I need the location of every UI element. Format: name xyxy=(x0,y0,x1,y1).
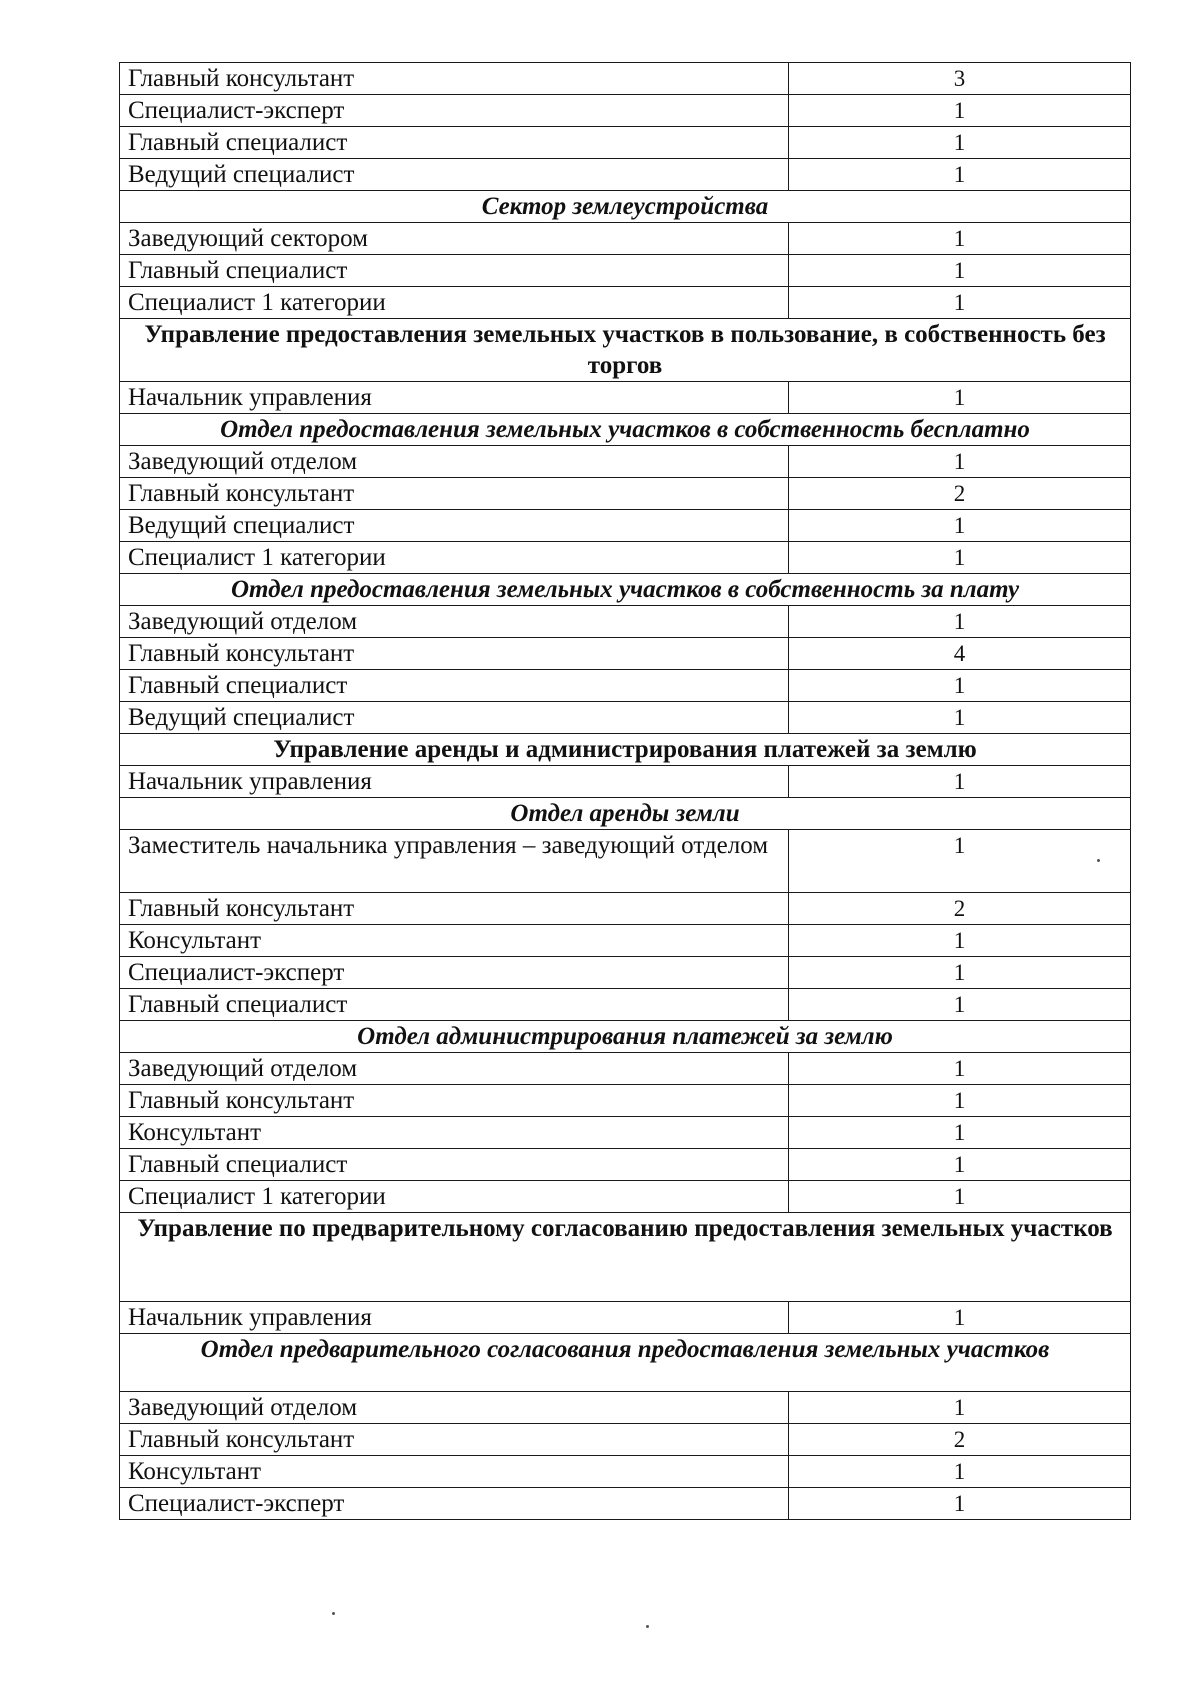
count-cell: 1 xyxy=(789,1456,1131,1488)
department-title: Отдел аренды земли xyxy=(120,798,1131,830)
position-cell: Главный консультант xyxy=(120,478,789,510)
position-cell: Консультант xyxy=(120,925,789,957)
table-row xyxy=(120,1053,1131,1085)
table-row xyxy=(120,255,1131,287)
table-row xyxy=(120,63,1131,95)
table-row xyxy=(120,127,1131,159)
table-row xyxy=(120,638,1131,670)
count-cell: 1 xyxy=(789,830,1131,893)
count-cell: 1 xyxy=(789,606,1131,638)
position-cell: Специалист 1 категории xyxy=(120,542,789,574)
table-row xyxy=(120,893,1131,925)
position-cell: Главный специалист xyxy=(120,255,789,287)
table-row xyxy=(120,670,1131,702)
table-row xyxy=(120,606,1131,638)
table-row xyxy=(120,159,1131,191)
position-cell: Начальник управления xyxy=(120,766,789,798)
table-row xyxy=(120,478,1131,510)
count-cell: 1 xyxy=(789,766,1131,798)
table-row xyxy=(120,1085,1131,1117)
table-row xyxy=(120,766,1131,798)
position-cell: Ведущий специалист xyxy=(120,702,789,734)
table-row xyxy=(120,1392,1131,1424)
count-cell: 1 xyxy=(789,542,1131,574)
count-cell: 1 xyxy=(789,1053,1131,1085)
position-cell: Специалист 1 категории xyxy=(120,1181,789,1213)
table-row xyxy=(120,1424,1131,1456)
position-cell: Консультант xyxy=(120,1117,789,1149)
position-cell: Ведущий специалист xyxy=(120,159,789,191)
position-cell: Главный специалист xyxy=(120,670,789,702)
directorate-header-row xyxy=(120,1213,1131,1302)
count-cell: 1 xyxy=(789,446,1131,478)
count-cell: 1 xyxy=(789,1181,1131,1213)
table-row xyxy=(120,1456,1131,1488)
count-cell: 4 xyxy=(789,638,1131,670)
count-cell: 1 xyxy=(789,382,1131,414)
position-cell: Заведующий отделом xyxy=(120,1392,789,1424)
count-cell: 2 xyxy=(789,893,1131,925)
scan-speck xyxy=(1097,859,1100,862)
position-cell: Главный консультант xyxy=(120,63,789,95)
department-title: Отдел предоставления земельных участков в собственность за плату xyxy=(120,574,1131,606)
count-cell: 1 xyxy=(789,1117,1131,1149)
directorate-title: Управление предоставления земельных участков в пользование, в собственность без торгов xyxy=(120,319,1131,382)
table-row xyxy=(120,1149,1131,1181)
count-cell: 1 xyxy=(789,127,1131,159)
count-cell: 1 xyxy=(789,159,1131,191)
table-row xyxy=(120,989,1131,1021)
department-title: Сектор землеустройства xyxy=(120,191,1131,223)
position-cell: Главный специалист xyxy=(120,127,789,159)
position-cell: Главный специалист xyxy=(120,1149,789,1181)
table-row xyxy=(120,925,1131,957)
count-cell: 1 xyxy=(789,95,1131,127)
count-cell: 1 xyxy=(789,255,1131,287)
position-cell: Главный специалист xyxy=(120,989,789,1021)
count-cell: 1 xyxy=(789,287,1131,319)
count-cell: 2 xyxy=(789,1424,1131,1456)
position-cell: Специалист-эксперт xyxy=(120,957,789,989)
directorate-header-row xyxy=(120,319,1131,382)
count-cell: 1 xyxy=(789,702,1131,734)
directorate-title: Управление по предварительному согласованию предоставления земельных участков xyxy=(120,1213,1131,1302)
count-cell: 1 xyxy=(789,670,1131,702)
position-cell: Заведующий отделом xyxy=(120,606,789,638)
count-cell: 1 xyxy=(789,510,1131,542)
position-cell: Главный консультант xyxy=(120,893,789,925)
table-row xyxy=(120,702,1131,734)
position-cell: Главный консультант xyxy=(120,1085,789,1117)
position-cell: Специалист 1 категории xyxy=(120,287,789,319)
department-header-row xyxy=(120,414,1131,446)
count-cell: 1 xyxy=(789,989,1131,1021)
position-cell: Главный консультант xyxy=(120,638,789,670)
table-row xyxy=(120,830,1131,893)
count-cell: 1 xyxy=(789,1085,1131,1117)
position-cell: Специалист-эксперт xyxy=(120,1488,789,1520)
staffing-table xyxy=(119,62,1131,1520)
position-cell: Главный консультант xyxy=(120,1424,789,1456)
count-cell: 1 xyxy=(789,1488,1131,1520)
department-title: Отдел предварительного согласования предоставления земельных участков xyxy=(120,1334,1131,1392)
department-header-row xyxy=(120,1334,1131,1392)
count-cell: 2 xyxy=(789,478,1131,510)
count-cell: 1 xyxy=(789,1302,1131,1334)
department-title: Отдел администрирования платежей за землю xyxy=(120,1021,1131,1053)
table-row xyxy=(120,223,1131,255)
position-cell: Заведующий отделом xyxy=(120,1053,789,1085)
table-row xyxy=(120,510,1131,542)
department-header-row xyxy=(120,1021,1131,1053)
table-row xyxy=(120,287,1131,319)
position-cell: Консультант xyxy=(120,1456,789,1488)
position-cell: Заместитель начальника управления – заведующий отделом xyxy=(120,830,789,893)
position-cell: Ведущий специалист xyxy=(120,510,789,542)
table-row xyxy=(120,382,1131,414)
position-cell: Начальник управления xyxy=(120,382,789,414)
department-header-row xyxy=(120,191,1131,223)
directorate-header-row xyxy=(120,734,1131,766)
department-title: Отдел предоставления земельных участков в собственность бесплатно xyxy=(120,414,1131,446)
count-cell: 1 xyxy=(789,223,1131,255)
table-row xyxy=(120,95,1131,127)
count-cell: 1 xyxy=(789,957,1131,989)
position-cell: Специалист-эксперт xyxy=(120,95,789,127)
table-row xyxy=(120,1488,1131,1520)
staffing-table-body xyxy=(120,63,1131,1520)
position-cell: Заведующий отделом xyxy=(120,446,789,478)
department-header-row xyxy=(120,798,1131,830)
count-cell: 1 xyxy=(789,1392,1131,1424)
count-cell: 3 xyxy=(789,63,1131,95)
position-cell: Заведующий сектором xyxy=(120,223,789,255)
table-row xyxy=(120,542,1131,574)
table-row xyxy=(120,1117,1131,1149)
table-row xyxy=(120,1181,1131,1213)
table-row xyxy=(120,1302,1131,1334)
directorate-title: Управление аренды и администрирования платежей за землю xyxy=(120,734,1131,766)
scan-speck xyxy=(332,1612,335,1615)
table-row xyxy=(120,957,1131,989)
department-header-row xyxy=(120,574,1131,606)
count-cell: 1 xyxy=(789,925,1131,957)
position-cell: Начальник управления xyxy=(120,1302,789,1334)
count-cell: 1 xyxy=(789,1149,1131,1181)
table-row xyxy=(120,446,1131,478)
scan-speck xyxy=(646,1625,649,1628)
